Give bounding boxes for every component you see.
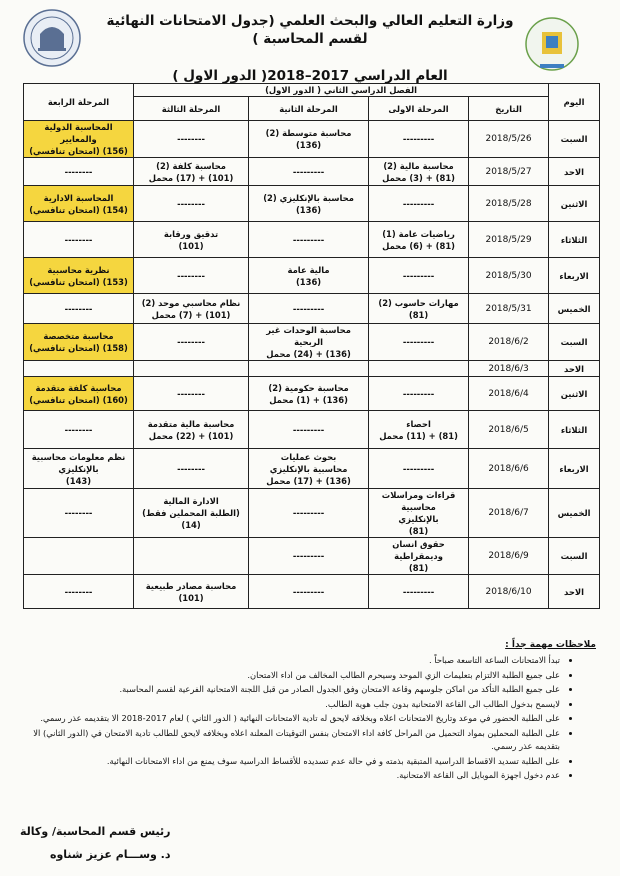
header-stage3: المرحلة الثالثة: [134, 97, 249, 121]
table-row: [24, 411, 600, 449]
stage2-cell: ---------: [249, 489, 369, 538]
date-cell: 2018/6/7: [469, 489, 549, 538]
stage1-cell: محاسبة مالية (2) (81) + (3) محمل: [369, 158, 469, 186]
stage1-cell: ---------: [369, 186, 469, 222]
date-cell: 2018/5/31: [469, 294, 549, 324]
stage1-cell: [369, 361, 469, 377]
university-logo: [22, 8, 82, 68]
day-cell: الاثنين: [549, 186, 600, 222]
stage1-cell: ---------: [369, 121, 469, 158]
date-cell: 2018/5/29: [469, 222, 549, 258]
header-stage1: المرحلة الاولى: [369, 97, 469, 121]
stage4-cell: محاسبة كلفة متقدمة (160) (امتحان تنافسي): [24, 377, 134, 411]
day-cell: الثلاثاء: [549, 411, 600, 449]
stage3-cell: تدقيق ورقابة (101): [134, 222, 249, 258]
stage3-cell: نظام محاسبي موحد (2) (101) + (7) محمل: [134, 294, 249, 324]
stage2-cell: محاسبة بالإنكليزي (2) (136): [249, 186, 369, 222]
ministry-title: وزارة التعليم العالي والبحث العلمي (جدول الامتحانات النهائية لقسم المحاسبة ): [106, 13, 514, 47]
accounting-department-logo: [522, 16, 582, 76]
date-cell: 2018/6/5: [469, 411, 549, 449]
table-row: [24, 575, 600, 609]
stage1-cell: ---------: [369, 449, 469, 489]
stage2-cell: مالية عامة (136): [249, 258, 369, 294]
stage4-cell: المحاسبة الدولية والمعايير (156) (امتحان تنافسي): [24, 121, 134, 158]
stage3-cell: [134, 361, 249, 377]
table-row: [24, 361, 600, 377]
exam-schedule-table: [23, 83, 600, 609]
day-cell: السبت: [549, 324, 600, 361]
stage2-cell: ---------: [249, 575, 369, 609]
day-cell: الخميس: [549, 294, 600, 324]
stage4-cell: [24, 361, 134, 377]
stage2-cell: محاسبة الوحدات غير الربحية (136) + (24) محمل: [249, 324, 369, 361]
table-row: [24, 158, 600, 186]
stage3-cell: --------: [134, 258, 249, 294]
day-cell: الثلاثاء: [549, 222, 600, 258]
stage1-cell: ---------: [369, 575, 469, 609]
stage2-cell: محاسبة متوسطة (2) (136): [249, 121, 369, 158]
date-cell: 2018/5/27: [469, 158, 549, 186]
stage4-cell: --------: [24, 294, 134, 324]
header-stage4: المرحلة الرابعة: [24, 84, 134, 121]
date-cell: 2018/5/26: [469, 121, 549, 158]
stage3-cell: --------: [134, 186, 249, 222]
table-row: [24, 121, 600, 158]
stage1-cell: حقوق انسان وديمقراطية (81): [369, 538, 469, 575]
day-cell: السبت: [549, 538, 600, 575]
note-item: • على الطلبة المحملين بمواد التحميل من المراحل كافة اداء الامتحان بنفس التوقيتات المعلنة اعلاه وبخلافه لايحق للطالب تادية الامتحان في (الدور الثاني) الا بتقديمه عذر رسمي.: [20, 727, 560, 754]
signature-block: [20, 825, 171, 871]
table-row: [24, 294, 600, 324]
stage4-cell: نظم معلومات محاسبية بالإنكليزي (143): [24, 449, 134, 489]
table-row: [24, 186, 600, 222]
notes-list: [20, 654, 602, 783]
academic-year-title: العام الدراسي 2017–2018( الدور الاول ): [172, 68, 448, 84]
stage1-cell: ---------: [369, 377, 469, 411]
page-header: [100, 12, 520, 84]
important-notes: [20, 640, 602, 784]
note-item: • تبدأ الامتحانات الساعة التاسعة صباحاً .: [20, 654, 560, 668]
stage1-cell: رياضيات عامة (1) (81) + (6) محمل: [369, 222, 469, 258]
day-cell: الاحد: [549, 575, 600, 609]
header-stage2: المرحلة الثانية: [249, 97, 369, 121]
header-date: التاريخ: [469, 97, 549, 121]
date-cell: 2018/6/9: [469, 538, 549, 575]
stage4-cell: [24, 538, 134, 575]
note-item: • على الطلبة تسديد الاقساط الدراسية المتبقية بذمته و في حالة عدم تسديده للأقساط الدراسية سوف يمنع من اداء الامتحانات النهائية.: [20, 755, 560, 769]
header-day: اليوم: [549, 84, 600, 121]
stage1-cell: احصاء (81) + (11) محمل: [369, 411, 469, 449]
date-cell: 2018/6/6: [469, 449, 549, 489]
stage4-cell: --------: [24, 158, 134, 186]
table-row: [24, 377, 600, 411]
day-cell: الاحد: [549, 158, 600, 186]
signature-name: د. وســـام عزيز شناوه: [49, 848, 171, 861]
notes-title: ملاحظات مهمة جداً :: [505, 640, 596, 650]
stage3-cell: محاسبة مالية متقدمة (101) + (22) محمل: [134, 411, 249, 449]
table-row: [24, 538, 600, 575]
note-item: • على الطلبة الحضور في موعد وتاريخ الامتحانات اعلاه وبخلافه لايحق له تادية الامتحانات النهائية ( الدور الثاني ) لعام 2017-2018 الا بتقديمه عذر رسمي.: [20, 712, 560, 726]
date-cell: 2018/5/28: [469, 186, 549, 222]
stage3-cell: الادارة المالية (الطلبة المحملين فقط) (14): [134, 489, 249, 538]
note-item: • عدم دخول اجهزة الموبايل الى القاعة الامتحانية.: [20, 769, 560, 783]
day-cell: الخميس: [549, 489, 600, 538]
stage1-cell: قراءات ومراسلات محاسبية بالإنكليزي (81): [369, 489, 469, 538]
stage2-cell: [249, 361, 369, 377]
stage4-cell: --------: [24, 222, 134, 258]
note-item: • لايسمح بدخول الطالب الى القاعة الامتحانية بدون جلب هوية الطالب.: [20, 698, 560, 712]
schedule-body: [24, 121, 600, 609]
stage4-cell: المحاسبة الادارية (154) (امتحان تنافسي): [24, 186, 134, 222]
stage3-cell: محاسبة كلفة (2) (101) + (17) محمل: [134, 158, 249, 186]
stage1-cell: ---------: [369, 324, 469, 361]
stage3-cell: محاسبة مصادر طبيعية (101): [134, 575, 249, 609]
day-cell: الاحد: [549, 361, 600, 377]
day-cell: الاثنين: [549, 377, 600, 411]
stage2-cell: ---------: [249, 222, 369, 258]
stage1-cell: مهارات حاسوب (2) (81): [369, 294, 469, 324]
date-cell: 2018/6/2: [469, 324, 549, 361]
stage4-cell: --------: [24, 411, 134, 449]
day-cell: الاربعاء: [549, 449, 600, 489]
stage2-cell: ---------: [249, 411, 369, 449]
table-row: [24, 222, 600, 258]
date-cell: 2018/6/3: [469, 361, 549, 377]
stage3-cell: [134, 538, 249, 575]
date-cell: 2018/5/30: [469, 258, 549, 294]
table-row: [24, 324, 600, 361]
stage4-cell: محاسبة متخصصة (158) (امتحان تنافسي): [24, 324, 134, 361]
date-cell: 2018/6/10: [469, 575, 549, 609]
stage3-cell: --------: [134, 324, 249, 361]
stage4-cell: نظرية محاسبية (153) (امتحان تنافسي): [24, 258, 134, 294]
stage3-cell: --------: [134, 121, 249, 158]
date-cell: 2018/6/4: [469, 377, 549, 411]
table-row: [24, 449, 600, 489]
stage2-cell: محاسبة حكومية (2) (136) + (1) محمل: [249, 377, 369, 411]
stage3-cell: --------: [134, 449, 249, 489]
day-cell: السبت: [549, 121, 600, 158]
table-row: [24, 489, 600, 538]
stage2-cell: ---------: [249, 294, 369, 324]
stage3-cell: --------: [134, 377, 249, 411]
stage2-cell: بحوث عمليات محاسبية بالإنكليزي (136) + (17) محمل: [249, 449, 369, 489]
table-row: [24, 258, 600, 294]
stage1-cell: ---------: [369, 258, 469, 294]
signature-title: رئيس قسم المحاسبة/ وكالة: [20, 825, 171, 838]
day-cell: الاربعاء: [549, 258, 600, 294]
stage2-cell: ---------: [249, 538, 369, 575]
stage2-cell: ---------: [249, 158, 369, 186]
stage4-cell: --------: [24, 489, 134, 538]
note-item: • على جميع الطلبة الالتزام بتعليمات الزي الموحد وسيحرم الطالب المخالف من اداء الامتحان.: [20, 669, 560, 683]
stage4-cell: --------: [24, 575, 134, 609]
note-item: • على جميع الطلبة التأكد من اماكن جلوسهم وقاعة الامتحان وفق الجدول الصادر من قبل اللجنة الامتحانية الفرعية لقسم المحاسبة.: [20, 683, 560, 697]
header-semester: الفصل الدراسي الثاني ( الدور الاول): [134, 84, 549, 97]
